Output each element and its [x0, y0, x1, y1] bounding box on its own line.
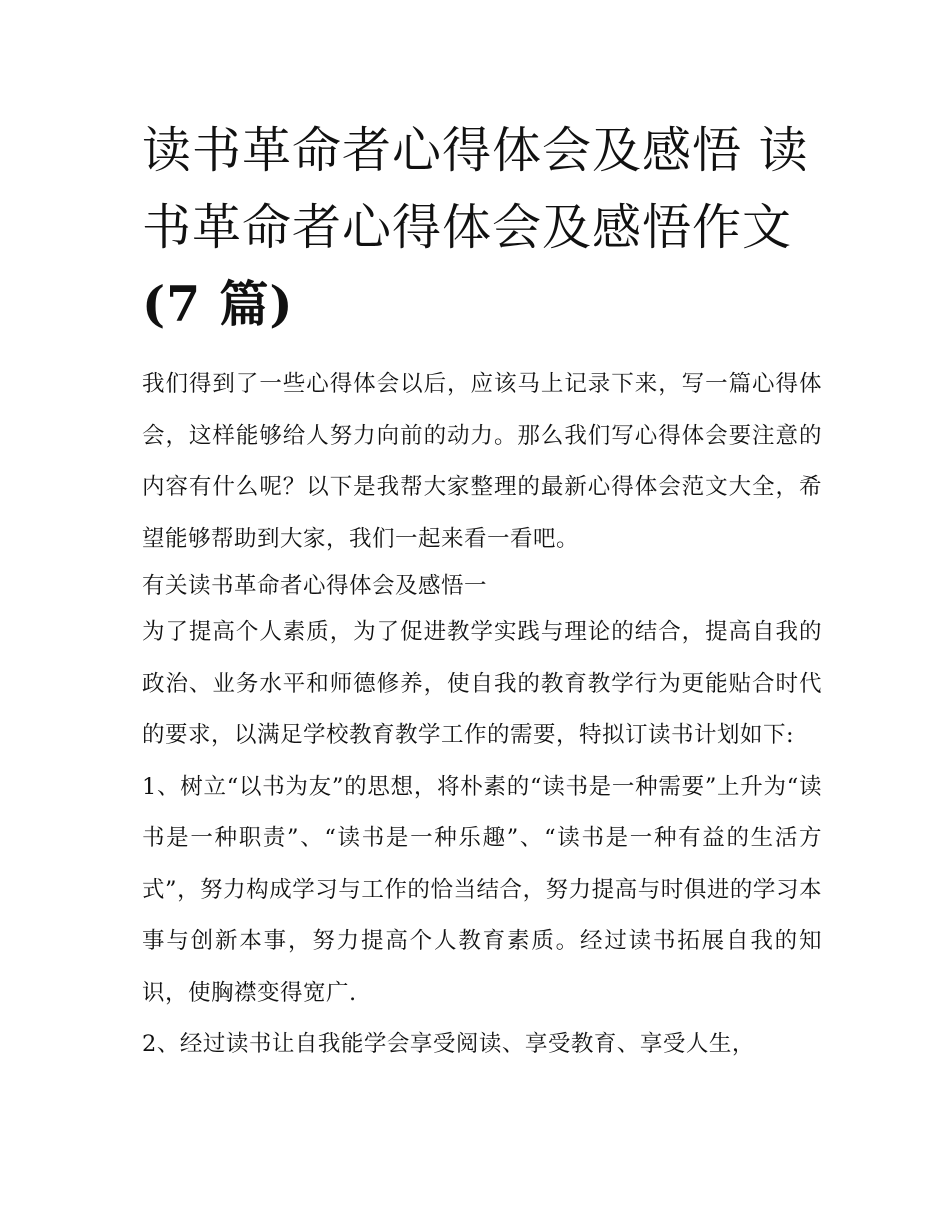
- title-line-1: 读书革命者心得体会及感悟 读: [142, 122, 809, 179]
- section-heading: 有关读书革命者心得体会及感悟一: [142, 573, 488, 599]
- intro-paragraph: 我们得到了一些心得体会以后，应该马上记录下来，写一篇心得体会，这样能够给人努力向前的动力。那么我们写心得体会要注意的内容有什么呢？以下是我帮大家整理的最新心得体会范文大全，希望能够帮助到大家，我们一起来看一看吧。: [142, 371, 822, 552]
- title-line-3: (7 篇): [142, 275, 294, 333]
- paragraph-plan: 为了提高个人素质，为了促进教学实践与理论的结合，提高自我的政治、业务水平和师德修养，使自我的教育教学行为更能贴合时代的要求，以满足学校教育教学工作的需要，特拟订读书计划如下:: [142, 619, 822, 748]
- document-body: [142, 359, 822, 1071]
- paragraph-item-1: 1、树立“以书为友”的思想，将朴素的“读书是一种需要”上升为“读书是一种职责”、“读书是一种乐趣”、“读书是一种有益的生活方式”，努力构成学习与工作的恰当结合，努力提高与时俱进的学习本事与创新本事，努力提高个人教育素质。经过读书拓展自我的知识，使胸襟变得宽广.: [142, 773, 822, 1006]
- document-title: [142, 112, 822, 343]
- title-line-2: 书革命者心得体会及感悟作文: [142, 199, 793, 256]
- document-page: [142, 112, 822, 1071]
- paragraph-item-2: 2、经过读书让自我能学会享受阅读、享受教育、享受人生，: [142, 1031, 755, 1057]
